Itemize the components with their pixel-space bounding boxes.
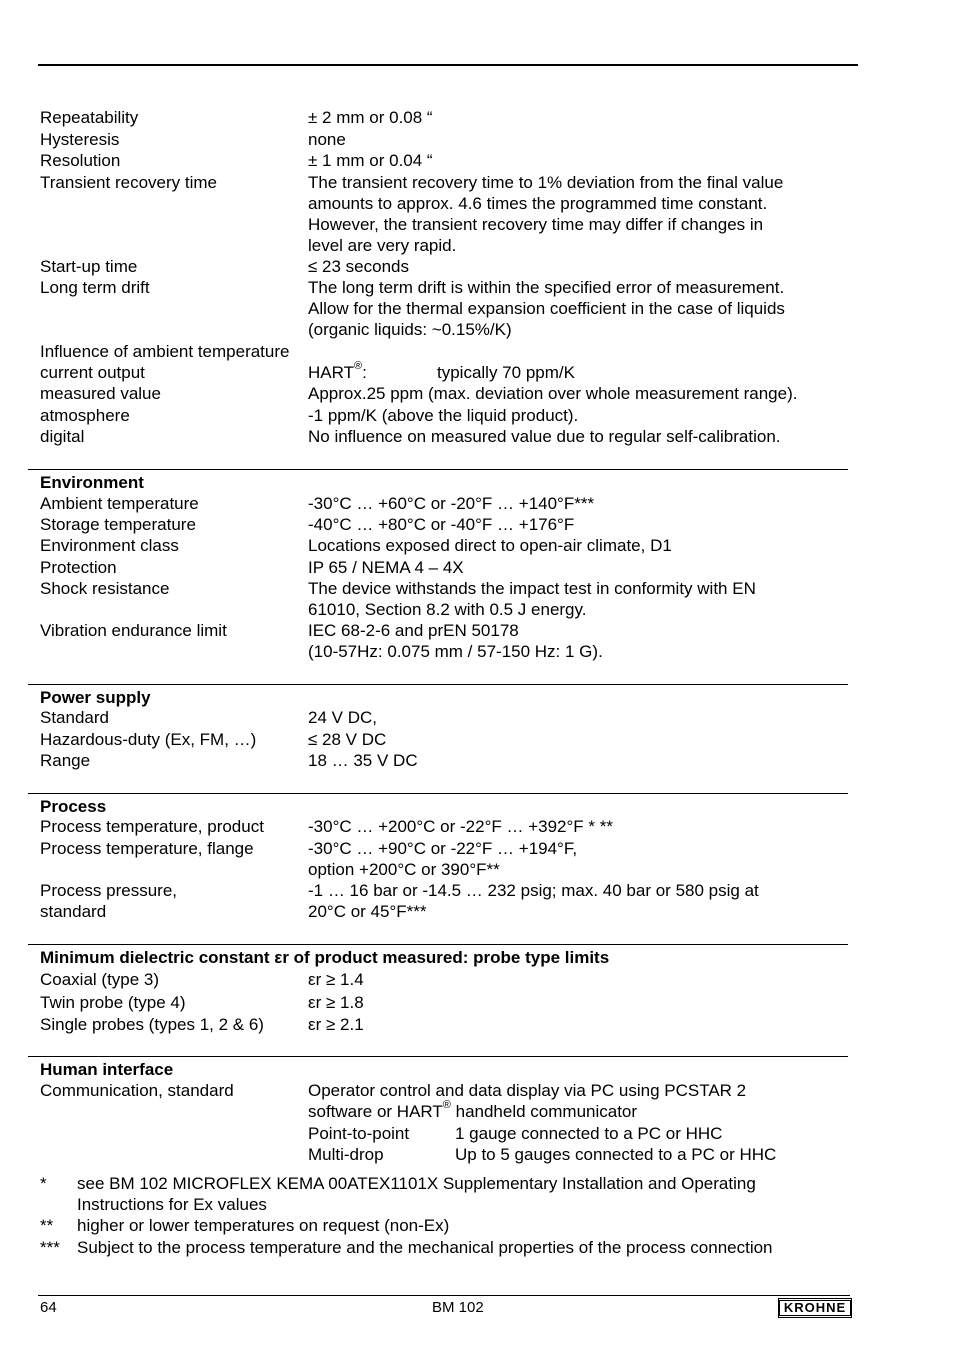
spec-label: Transient recovery time [40,173,217,192]
spec-value-line: amounts to approx. 4.6 times the programmed time constant. [308,194,768,213]
section-title-environment: Environment [40,473,144,492]
spec-value: Locations exposed direct to open-air climate, D1 [308,536,672,555]
spec-value: ± 1 mm or 0.04 “ [308,151,433,170]
footnote-line: Instructions for Ex values [77,1195,267,1214]
spec-value-line: 20°C or 45°F*** [308,902,427,921]
footnote-line: higher or lower temperatures on request (non-Ex) [77,1216,450,1235]
logo-text: KROHNE [779,1300,851,1316]
spec-label-line: Process pressure, [40,881,177,900]
spec-label: Vibration endurance limit [40,621,227,640]
spec-value-line: (organic liquids: ~0.15%/K) [308,320,512,339]
sub-label: Multi-drop [308,1145,384,1164]
registered-mark: ® [442,1099,451,1112]
colon-text: : [362,363,367,382]
footnote-mark: * [40,1174,47,1193]
footnote-text [77,1237,847,1258]
footnote-line: Subject to the process temperature and the mechanical properties of the process connection [77,1238,773,1257]
spec-value-line: (10-57Hz: 0.075 mm / 57-150 Hz: 1 G). [308,642,603,661]
spec-label: Storage temperature [40,515,196,534]
spec-label: Coaxial (type 3) [40,970,160,989]
section-rule [28,469,848,470]
spec-value-line: option +200°C or 390°F** [308,860,500,879]
spec-value-line: The long term drift is within the specified error of measurement. [308,278,785,297]
spec-value [308,880,759,922]
spec-label: Start-up time [40,257,138,276]
spec-value [308,172,783,256]
spec-label: Twin probe (type 4) [40,993,186,1012]
page-number: 64 [40,1299,57,1316]
section-title-power-supply: Power supply [40,688,151,707]
spec-label: Single probes (types 1, 2 & 6) [40,1015,264,1034]
spec-value: 18 … 35 V DC [308,751,418,770]
spec-label: Ambient temperature [40,494,199,513]
spec-value [308,277,785,340]
spec-label: Hysteresis [40,130,120,149]
section-title-process: Process [40,797,107,816]
spec-label: Shock resistance [40,579,170,598]
spec-label: Long term drift [40,278,150,297]
document-code: BM 102 [432,1299,484,1316]
section-rule [28,793,848,794]
spec-label: Range [40,751,91,770]
comm-text: handheld communicator [450,1102,638,1121]
footnote-mark: *** [40,1238,60,1257]
spec-value: ≤ 23 seconds [308,257,410,276]
spec-value: εr ≥ 2.1 [308,1015,364,1034]
spec-label: Hazardous-duty (Ex, FM, …) [40,730,257,749]
footnote-mark: ** [40,1216,54,1235]
sub-label: Point-to-point [308,1124,410,1143]
section-title-dielectric: Minimum dielectric constant εr of product measured: probe type limits [40,948,610,967]
spec-value: IP 65 / NEMA 4 – 4X [308,558,464,577]
spec-value-line: However, the transient recovery time may differ if changes in [308,215,764,234]
spec-value-line: -1 … 16 bar or -14.5 … 232 psig; max. 40 bar or 580 psig at [308,881,759,900]
spec-label: Process temperature, flange [40,839,254,858]
spec-value-line: Allow for the thermal expansion coefficient in the case of liquids [308,299,785,318]
spec-label: atmosphere [40,406,130,425]
spec-subvalue: typically 70 ppm/K [437,363,575,382]
spec-label: Protection [40,558,117,577]
spec-value [308,620,603,662]
spec-value [308,360,575,383]
spec-value: -40°C … +80°C or -40°F … +176°F [308,515,575,534]
spec-value: -1 ppm/K (above the liquid product). [308,406,579,425]
spec-value [308,1144,777,1165]
spec-label: measured value [40,384,161,403]
spec-value: 24 V DC, [308,708,377,727]
spec-value: εr ≥ 1.4 [308,970,364,989]
footnote-text [77,1215,847,1236]
section-rule [28,944,848,945]
spec-label: Process temperature, product [40,817,264,836]
spec-value [308,838,577,880]
spec-value-line: level are very rapid. [308,236,457,255]
spec-value [308,1123,723,1144]
spec-value-line: IEC 68-2-6 and prEN 50178 [308,621,519,640]
spec-label-line: standard [40,902,107,921]
section-rule [28,1056,848,1057]
spec-subvalue: 1 gauge connected to a PC or HHC [455,1124,723,1143]
spec-label: digital [40,427,85,446]
spec-value-line: 61010, Section 8.2 with 0.5 J energy. [308,600,587,619]
spec-value [308,1080,746,1122]
spec-value-line: -30°C … +90°C or -22°F … +194°F, [308,839,578,858]
registered-mark: ® [353,360,363,373]
spec-value: none [308,130,346,149]
section-title-human-interface: Human interface [40,1060,174,1079]
footer-rule [38,1295,850,1296]
spec-label: Repeatability [40,108,139,127]
spec-value: ≤ 28 V DC [308,730,387,749]
spec-value [308,578,756,620]
spec-value: Approx.25 ppm (max. deviation over whole measurement range). [308,384,798,403]
spec-subvalue: Up to 5 gauges connected to a PC or HHC [455,1145,777,1164]
krohne-logo [778,1298,852,1318]
footnote-text [77,1173,847,1215]
spec-value: -30°C … +200°C or -22°F … +392°F * ** [308,817,613,836]
spec-label: Environment class [40,536,179,555]
spec-value-line: Operator control and data display via PC using PCSTAR 2 [308,1081,747,1100]
footnote-line: see BM 102 MICROFLEX KEMA 00ATEX1101X Supplementary Installation and Operating [77,1174,756,1193]
spec-value: ± 2 mm or 0.08 “ [308,108,433,127]
section-rule [28,684,848,685]
spec-label: current output [40,363,145,382]
spec-value: -30°C … +60°C or -20°F … +140°F*** [308,494,595,513]
spec-value: No influence on measured value due to regular self-calibration. [308,427,781,446]
spec-label: Standard [40,708,109,727]
comm-text: software or HART [308,1102,443,1121]
spec-label: Influence of ambient temperature [40,342,290,361]
spec-value-line: The device withstands the impact test in conformity with EN [308,579,756,598]
spec-value: εr ≥ 1.8 [308,993,364,1012]
spec-value-line [308,1101,746,1122]
spec-value-line: The transient recovery time to 1% deviation from the final value [308,173,784,192]
spec-label [40,880,177,922]
header-rule [38,64,858,66]
hart-text: HART [308,363,354,382]
spec-label: Communication, standard [40,1081,234,1100]
spec-label: Resolution [40,151,121,170]
